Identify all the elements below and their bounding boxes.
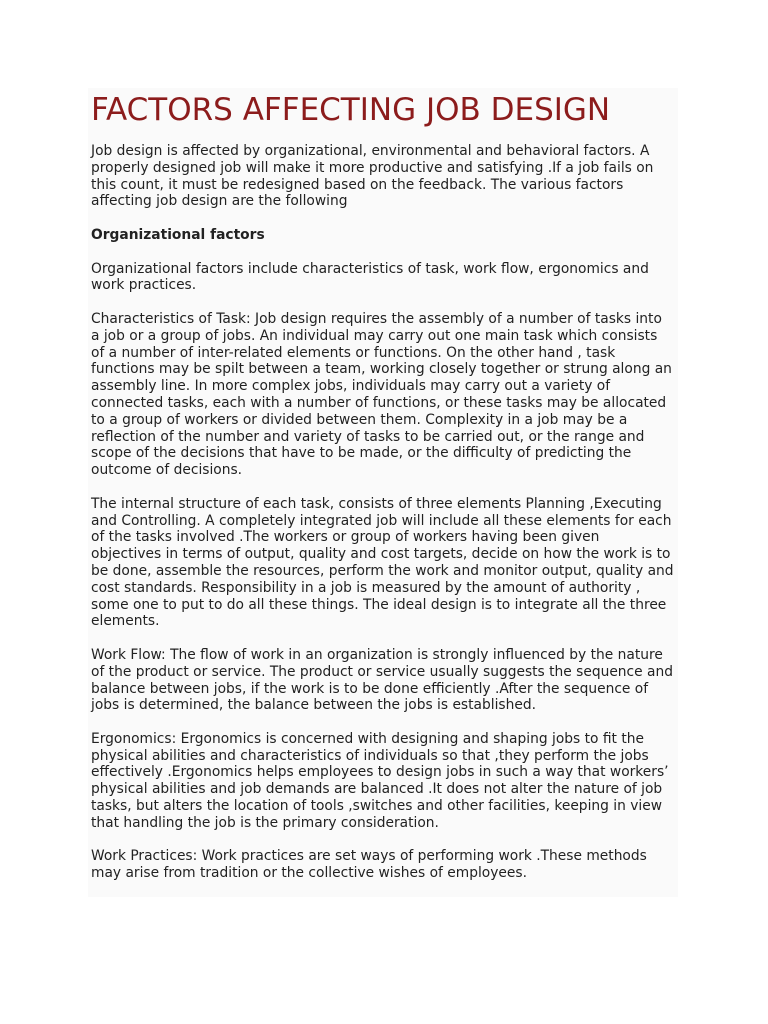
paragraph-line: cost standards. Responsibility in a job is measured by the amount of authority , xyxy=(91,579,641,596)
paragraph-line: this count, it must be redesigned based on the feedback. The various factors xyxy=(91,176,624,193)
paragraph-line: Ergonomics: Ergonomics is concerned with designing and shaping jobs to fit the xyxy=(91,730,644,747)
paragraph-line: Work Flow: The flow of work in an organization is strongly influenced by the nature xyxy=(91,646,663,663)
paragraph-line: balance between jobs, if the work is to be done efficiently .After the sequence of xyxy=(91,680,649,697)
characteristics-of-task-paragraph xyxy=(91,311,678,479)
document-content xyxy=(91,143,678,882)
organizational-factors-paragraph xyxy=(91,261,678,295)
paragraph-line: jobs is determined, the balance between the jobs is established. xyxy=(91,697,536,714)
work-practices-paragraph xyxy=(91,848,678,882)
paragraph-line: effectively .Ergonomics helps employees to design jobs in such a way that workers’ xyxy=(91,764,669,781)
paragraph-line: and Controlling. A completely integrated job will include all these elements for each xyxy=(91,512,672,529)
paragraph-line: that handling the job is the primary consideration. xyxy=(91,814,439,831)
work-flow-paragraph xyxy=(91,647,678,714)
paragraph-line: of the tasks involved .The workers or group of workers having been given xyxy=(91,529,600,546)
paragraph-line: tasks, but alters the location of tools ,switches and other facilities, keeping in view xyxy=(91,798,663,815)
section-heading: Organizational factors xyxy=(91,226,265,243)
paragraph-line: connected tasks, each with a number of functions, or these tasks may be allocated xyxy=(91,394,667,411)
internal-structure-paragraph xyxy=(91,496,678,630)
document-panel xyxy=(88,88,678,897)
paragraph-line: The internal structure of each task, consists of three elements Planning ,Executing xyxy=(91,495,662,512)
paragraph-line: Characteristics of Task: Job design requires the assembly of a number of tasks into xyxy=(91,310,662,327)
paragraph-line: work practices. xyxy=(91,277,197,294)
paragraph-line: a job or a group of jobs. An individual may carry out one main task which consists xyxy=(91,327,658,344)
paragraph-line: affecting job design are the following xyxy=(91,193,348,210)
paragraph-line: assembly line. In more complex jobs, individuals may carry out a variety of xyxy=(91,378,611,395)
paragraph-line: of the product or service. The product or service usually suggests the sequence and xyxy=(91,663,673,680)
paragraph-line: properly designed job will make it more productive and satisfying .If a job fails on xyxy=(91,159,654,176)
paragraph-line: physical abilities and characteristics of individuals so that ,they perform the jobs xyxy=(91,747,649,764)
paragraph-line: of a number of inter-related elements or functions. On the other hand , task xyxy=(91,344,616,361)
paragraph-line: physical abilities and job demands are balanced .It does not alter the nature of job xyxy=(91,781,663,798)
paragraph-line: Work Practices: Work practices are set ways of performing work .These methods xyxy=(91,848,647,865)
paragraph-line: be done, assemble the resources, perform the work and monitor output, quality and xyxy=(91,562,674,579)
paragraph-line: Organizational factors include characteristics of task, work flow, ergonomics and xyxy=(91,260,649,277)
paragraph-line: reflection of the number and variety of tasks to be carried out, or the range and xyxy=(91,428,645,445)
paragraph-line: to a group of workers or divided between them. Complexity in a job may be a xyxy=(91,411,628,428)
paragraph-line: some one to put to do all these things. The ideal design is to integrate all the three xyxy=(91,596,667,613)
intro-paragraph xyxy=(91,143,678,210)
paragraph-line: functions may be spilt between a team, working closely together or strung along an xyxy=(91,361,672,378)
paragraph-line: Job design is affected by organizational, environmental and behavioral factors. A xyxy=(91,143,650,159)
paragraph-line: scope of the decisions that have to be made, or the difficulty of predicting the xyxy=(91,445,632,462)
document-title: FACTORS AFFECTING JOB DESIGN xyxy=(91,92,611,128)
paragraph-line: objectives in terms of output, quality and cost targets, decide on how the work is to xyxy=(91,546,671,563)
paragraph-line: may arise from tradition or the collective wishes of employees. xyxy=(91,865,527,882)
paragraph-line: elements. xyxy=(91,613,160,630)
ergonomics-paragraph xyxy=(91,731,678,832)
paragraph-line: outcome of decisions. xyxy=(91,462,243,479)
